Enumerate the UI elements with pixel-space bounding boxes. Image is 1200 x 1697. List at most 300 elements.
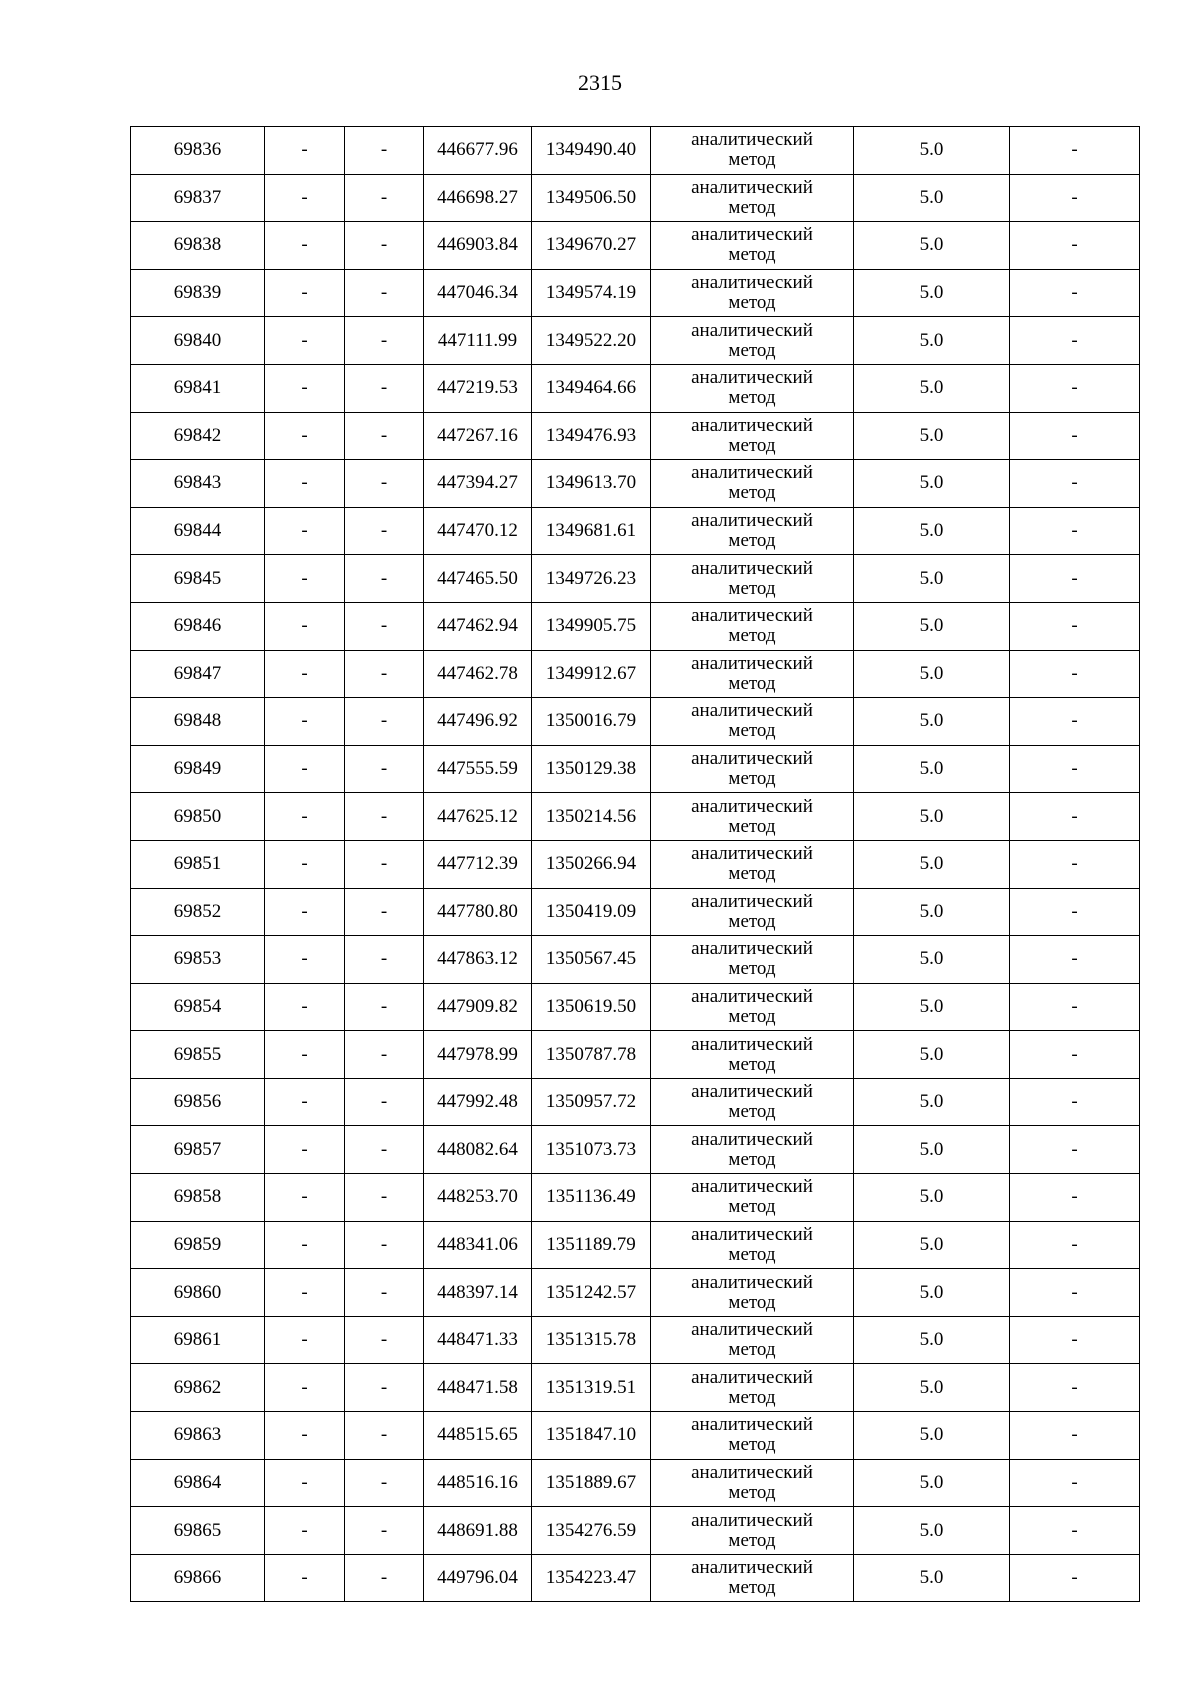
empty-cell: - [265, 222, 345, 270]
x-coordinate-cell: 447625.12 [424, 793, 532, 841]
empty-cell: - [345, 745, 424, 793]
table-row [131, 555, 1140, 603]
empty-cell: - [345, 1412, 424, 1460]
empty-cell: - [1010, 1031, 1140, 1079]
x-coordinate-cell: 447219.53 [424, 364, 532, 412]
accuracy-cell: 5.0 [854, 888, 1010, 936]
empty-cell: - [1010, 507, 1140, 555]
y-coordinate-cell: 1350619.50 [532, 983, 651, 1031]
empty-cell: - [1010, 1126, 1140, 1174]
x-coordinate-cell: 447111.99 [424, 317, 532, 365]
method-label-line2: метод [728, 1434, 776, 1456]
empty-cell: - [265, 698, 345, 746]
accuracy-cell: 5.0 [854, 793, 1010, 841]
method-cell [651, 460, 854, 508]
point-id-cell: 69861 [131, 1316, 265, 1364]
method-label-line1: аналитический [691, 1081, 813, 1103]
method-cell [651, 840, 854, 888]
accuracy-cell: 5.0 [854, 1031, 1010, 1079]
x-coordinate-cell: 447462.78 [424, 650, 532, 698]
method-cell [651, 983, 854, 1031]
method-cell [651, 936, 854, 984]
x-coordinate-cell: 449796.04 [424, 1554, 532, 1602]
table-row [131, 412, 1140, 460]
point-id-cell: 69850 [131, 793, 265, 841]
point-id-cell: 69844 [131, 507, 265, 555]
y-coordinate-cell: 1351189.79 [532, 1221, 651, 1269]
accuracy-cell: 5.0 [854, 555, 1010, 603]
y-coordinate-cell: 1349476.93 [532, 412, 651, 460]
accuracy-cell: 5.0 [854, 1316, 1010, 1364]
empty-cell: - [345, 698, 424, 746]
y-coordinate-cell: 1351847.10 [532, 1412, 651, 1460]
point-id-cell: 69863 [131, 1412, 265, 1460]
table-row [131, 745, 1140, 793]
method-label-line1: аналитический [691, 1223, 813, 1245]
empty-cell: - [1010, 460, 1140, 508]
point-id-cell: 69849 [131, 745, 265, 793]
table-row [131, 1459, 1140, 1507]
empty-cell: - [345, 1507, 424, 1555]
method-cell [651, 269, 854, 317]
x-coordinate-cell: 447046.34 [424, 269, 532, 317]
empty-cell: - [345, 317, 424, 365]
method-label-line2: метод [728, 434, 776, 456]
method-cell [651, 317, 854, 365]
method-cell [651, 1459, 854, 1507]
empty-cell: - [265, 507, 345, 555]
method-label-line1: аналитический [691, 272, 813, 294]
empty-cell: - [345, 936, 424, 984]
method-label-line1: аналитический [691, 224, 813, 246]
empty-cell: - [345, 602, 424, 650]
method-label-line2: метод [728, 530, 776, 552]
method-cell [651, 602, 854, 650]
y-coordinate-cell: 1349464.66 [532, 364, 651, 412]
table-row [131, 888, 1140, 936]
method-label-line1: аналитический [691, 1033, 813, 1055]
method-label-line2: метод [728, 768, 776, 790]
empty-cell: - [345, 127, 424, 175]
method-cell [651, 222, 854, 270]
y-coordinate-cell: 1349574.19 [532, 269, 651, 317]
y-coordinate-cell: 1351242.57 [532, 1269, 651, 1317]
point-id-cell: 69862 [131, 1364, 265, 1412]
method-label-line2: метод [728, 815, 776, 837]
empty-cell: - [1010, 1174, 1140, 1222]
empty-cell: - [1010, 698, 1140, 746]
empty-cell: - [265, 602, 345, 650]
accuracy-cell: 5.0 [854, 412, 1010, 460]
empty-cell: - [1010, 1459, 1140, 1507]
table-row [131, 127, 1140, 175]
table-row [131, 1174, 1140, 1222]
table-row [131, 1554, 1140, 1602]
accuracy-cell: 5.0 [854, 317, 1010, 365]
method-cell [651, 507, 854, 555]
x-coordinate-cell: 447465.50 [424, 555, 532, 603]
x-coordinate-cell: 447909.82 [424, 983, 532, 1031]
y-coordinate-cell: 1350266.94 [532, 840, 651, 888]
table-row [131, 1269, 1140, 1317]
accuracy-cell: 5.0 [854, 1459, 1010, 1507]
method-label-line1: аналитический [691, 1509, 813, 1531]
table-row [131, 698, 1140, 746]
point-id-cell: 69852 [131, 888, 265, 936]
table-row [131, 602, 1140, 650]
empty-cell: - [345, 888, 424, 936]
empty-cell: - [345, 507, 424, 555]
method-label-line1: аналитический [691, 605, 813, 627]
empty-cell: - [265, 1078, 345, 1126]
empty-cell: - [1010, 1078, 1140, 1126]
method-label-line1: аналитический [691, 176, 813, 198]
y-coordinate-cell: 1349912.67 [532, 650, 651, 698]
x-coordinate-cell: 447394.27 [424, 460, 532, 508]
table-row [131, 793, 1140, 841]
accuracy-cell: 5.0 [854, 936, 1010, 984]
method-label-line1: аналитический [691, 462, 813, 484]
x-coordinate-cell: 448341.06 [424, 1221, 532, 1269]
table-row [131, 507, 1140, 555]
x-coordinate-cell: 448082.64 [424, 1126, 532, 1174]
accuracy-cell: 5.0 [854, 364, 1010, 412]
method-cell [651, 1316, 854, 1364]
accuracy-cell: 5.0 [854, 1364, 1010, 1412]
method-label-line2: метод [728, 1339, 776, 1361]
empty-cell: - [265, 936, 345, 984]
method-label-line1: аналитический [691, 1366, 813, 1388]
empty-cell: - [345, 793, 424, 841]
method-label-line1: аналитический [691, 510, 813, 532]
point-id-cell: 69843 [131, 460, 265, 508]
method-label-line1: аналитический [691, 557, 813, 579]
empty-cell: - [345, 1269, 424, 1317]
method-cell [651, 1507, 854, 1555]
empty-cell: - [345, 460, 424, 508]
accuracy-cell: 5.0 [854, 1126, 1010, 1174]
x-coordinate-cell: 448515.65 [424, 1412, 532, 1460]
y-coordinate-cell: 1351889.67 [532, 1459, 651, 1507]
method-cell [651, 1554, 854, 1602]
empty-cell: - [1010, 222, 1140, 270]
empty-cell: - [265, 1412, 345, 1460]
x-coordinate-cell: 447462.94 [424, 602, 532, 650]
method-label-line2: метод [728, 1243, 776, 1265]
empty-cell: - [345, 269, 424, 317]
table-row [131, 269, 1140, 317]
method-cell [651, 1364, 854, 1412]
empty-cell: - [345, 174, 424, 222]
table-row [131, 1412, 1140, 1460]
point-id-cell: 69839 [131, 269, 265, 317]
method-label-line2: метод [728, 1481, 776, 1503]
method-label-line2: метод [728, 1529, 776, 1551]
empty-cell: - [1010, 888, 1140, 936]
method-label-line1: аналитический [691, 367, 813, 389]
method-cell [651, 174, 854, 222]
x-coordinate-cell: 447496.92 [424, 698, 532, 746]
empty-cell: - [265, 555, 345, 603]
method-label-line1: аналитический [691, 652, 813, 674]
empty-cell: - [345, 1221, 424, 1269]
x-coordinate-cell: 447712.39 [424, 840, 532, 888]
method-label-line2: метод [728, 196, 776, 218]
table-row [131, 983, 1140, 1031]
table-row [131, 317, 1140, 365]
method-label-line1: аналитический [691, 938, 813, 960]
coordinates-table [130, 126, 1140, 1602]
table-row [131, 1031, 1140, 1079]
method-label-line1: аналитический [691, 129, 813, 151]
x-coordinate-cell: 448691.88 [424, 1507, 532, 1555]
method-cell [651, 888, 854, 936]
method-label-line2: метод [728, 149, 776, 171]
y-coordinate-cell: 1349670.27 [532, 222, 651, 270]
point-id-cell: 69858 [131, 1174, 265, 1222]
point-id-cell: 69838 [131, 222, 265, 270]
empty-cell: - [265, 1459, 345, 1507]
accuracy-cell: 5.0 [854, 1221, 1010, 1269]
method-cell [651, 650, 854, 698]
method-label-line1: аналитический [691, 1557, 813, 1579]
table-row [131, 1316, 1140, 1364]
point-id-cell: 69864 [131, 1459, 265, 1507]
method-cell [651, 1221, 854, 1269]
empty-cell: - [265, 1221, 345, 1269]
x-coordinate-cell: 446677.96 [424, 127, 532, 175]
empty-cell: - [1010, 793, 1140, 841]
method-label-line1: аналитический [691, 1319, 813, 1341]
table-body [131, 127, 1140, 1602]
accuracy-cell: 5.0 [854, 222, 1010, 270]
y-coordinate-cell: 1349681.61 [532, 507, 651, 555]
point-id-cell: 69840 [131, 317, 265, 365]
point-id-cell: 69841 [131, 364, 265, 412]
method-label-line2: метод [728, 1101, 776, 1123]
empty-cell: - [265, 269, 345, 317]
point-id-cell: 69846 [131, 602, 265, 650]
y-coordinate-cell: 1350567.45 [532, 936, 651, 984]
y-coordinate-cell: 1349490.40 [532, 127, 651, 175]
empty-cell: - [265, 1126, 345, 1174]
empty-cell: - [1010, 602, 1140, 650]
x-coordinate-cell: 447992.48 [424, 1078, 532, 1126]
accuracy-cell: 5.0 [854, 1507, 1010, 1555]
method-label-line2: метод [728, 482, 776, 504]
empty-cell: - [265, 1269, 345, 1317]
method-label-line2: метод [728, 339, 776, 361]
method-label-line1: аналитический [691, 843, 813, 865]
accuracy-cell: 5.0 [854, 983, 1010, 1031]
y-coordinate-cell: 1350129.38 [532, 745, 651, 793]
empty-cell: - [1010, 174, 1140, 222]
method-cell [651, 412, 854, 460]
y-coordinate-cell: 1354223.47 [532, 1554, 651, 1602]
empty-cell: - [265, 364, 345, 412]
x-coordinate-cell: 447780.80 [424, 888, 532, 936]
empty-cell: - [345, 1554, 424, 1602]
empty-cell: - [265, 793, 345, 841]
empty-cell: - [265, 460, 345, 508]
empty-cell: - [265, 1507, 345, 1555]
method-cell [651, 793, 854, 841]
table-row [131, 1507, 1140, 1555]
accuracy-cell: 5.0 [854, 602, 1010, 650]
empty-cell: - [1010, 364, 1140, 412]
point-id-cell: 69855 [131, 1031, 265, 1079]
empty-cell: - [1010, 650, 1140, 698]
y-coordinate-cell: 1350787.78 [532, 1031, 651, 1079]
method-label-line1: аналитический [691, 319, 813, 341]
method-cell [651, 1269, 854, 1317]
x-coordinate-cell: 448471.58 [424, 1364, 532, 1412]
empty-cell: - [1010, 412, 1140, 460]
point-id-cell: 69860 [131, 1269, 265, 1317]
point-id-cell: 69857 [131, 1126, 265, 1174]
point-id-cell: 69837 [131, 174, 265, 222]
empty-cell: - [1010, 1316, 1140, 1364]
method-label-line2: метод [728, 1053, 776, 1075]
empty-cell: - [345, 1364, 424, 1412]
empty-cell: - [345, 364, 424, 412]
empty-cell: - [1010, 1412, 1140, 1460]
point-id-cell: 69842 [131, 412, 265, 460]
empty-cell: - [345, 840, 424, 888]
point-id-cell: 69836 [131, 127, 265, 175]
y-coordinate-cell: 1349726.23 [532, 555, 651, 603]
method-label-line2: метод [728, 910, 776, 932]
empty-cell: - [265, 983, 345, 1031]
x-coordinate-cell: 447863.12 [424, 936, 532, 984]
empty-cell: - [345, 650, 424, 698]
method-cell [651, 127, 854, 175]
empty-cell: - [1010, 127, 1140, 175]
method-label-line1: аналитический [691, 1461, 813, 1483]
empty-cell: - [1010, 269, 1140, 317]
method-label-line2: метод [728, 958, 776, 980]
point-id-cell: 69854 [131, 983, 265, 1031]
empty-cell: - [1010, 555, 1140, 603]
x-coordinate-cell: 448516.16 [424, 1459, 532, 1507]
y-coordinate-cell: 1351136.49 [532, 1174, 651, 1222]
accuracy-cell: 5.0 [854, 127, 1010, 175]
empty-cell: - [1010, 1554, 1140, 1602]
method-cell [651, 1174, 854, 1222]
method-label-line1: аналитический [691, 985, 813, 1007]
point-id-cell: 69848 [131, 698, 265, 746]
empty-cell: - [265, 1554, 345, 1602]
method-label-line1: аналитический [691, 1414, 813, 1436]
page-number: 2315 [578, 70, 622, 95]
x-coordinate-cell: 447555.59 [424, 745, 532, 793]
method-cell [651, 1031, 854, 1079]
y-coordinate-cell: 1349506.50 [532, 174, 651, 222]
method-cell [651, 745, 854, 793]
table-row [131, 364, 1140, 412]
method-cell [651, 555, 854, 603]
method-label-line2: метод [728, 672, 776, 694]
x-coordinate-cell: 446698.27 [424, 174, 532, 222]
method-label-line1: аналитический [691, 414, 813, 436]
accuracy-cell: 5.0 [854, 460, 1010, 508]
method-label-line2: метод [728, 387, 776, 409]
empty-cell: - [1010, 1269, 1140, 1317]
point-id-cell: 69845 [131, 555, 265, 603]
accuracy-cell: 5.0 [854, 174, 1010, 222]
method-cell [651, 698, 854, 746]
empty-cell: - [265, 174, 345, 222]
accuracy-cell: 5.0 [854, 698, 1010, 746]
table-row [131, 650, 1140, 698]
method-label-line2: метод [728, 1005, 776, 1027]
accuracy-cell: 5.0 [854, 1174, 1010, 1222]
table-row [131, 840, 1140, 888]
empty-cell: - [345, 1031, 424, 1079]
y-coordinate-cell: 1349905.75 [532, 602, 651, 650]
table-row [131, 1078, 1140, 1126]
y-coordinate-cell: 1350957.72 [532, 1078, 651, 1126]
y-coordinate-cell: 1349613.70 [532, 460, 651, 508]
method-label-line2: метод [728, 720, 776, 742]
y-coordinate-cell: 1354276.59 [532, 1507, 651, 1555]
table-row [131, 1221, 1140, 1269]
point-id-cell: 69856 [131, 1078, 265, 1126]
x-coordinate-cell: 447470.12 [424, 507, 532, 555]
empty-cell: - [1010, 1507, 1140, 1555]
accuracy-cell: 5.0 [854, 1554, 1010, 1602]
accuracy-cell: 5.0 [854, 840, 1010, 888]
empty-cell: - [1010, 936, 1140, 984]
empty-cell: - [1010, 983, 1140, 1031]
method-label-line2: метод [728, 292, 776, 314]
method-cell [651, 1126, 854, 1174]
method-label-line2: метод [728, 577, 776, 599]
y-coordinate-cell: 1351315.78 [532, 1316, 651, 1364]
method-label-line2: метод [728, 1291, 776, 1313]
y-coordinate-cell: 1351319.51 [532, 1364, 651, 1412]
empty-cell: - [345, 222, 424, 270]
accuracy-cell: 5.0 [854, 745, 1010, 793]
empty-cell: - [265, 1031, 345, 1079]
accuracy-cell: 5.0 [854, 1269, 1010, 1317]
method-cell [651, 364, 854, 412]
table-row [131, 1126, 1140, 1174]
empty-cell: - [265, 745, 345, 793]
empty-cell: - [345, 1126, 424, 1174]
accuracy-cell: 5.0 [854, 1078, 1010, 1126]
y-coordinate-cell: 1349522.20 [532, 317, 651, 365]
empty-cell: - [345, 1459, 424, 1507]
y-coordinate-cell: 1350419.09 [532, 888, 651, 936]
method-label-line2: метод [728, 1577, 776, 1599]
method-label-line1: аналитический [691, 700, 813, 722]
method-label-line2: метод [728, 1196, 776, 1218]
empty-cell: - [345, 1078, 424, 1126]
table-row [131, 174, 1140, 222]
empty-cell: - [265, 888, 345, 936]
point-id-cell: 69853 [131, 936, 265, 984]
empty-cell: - [265, 1364, 345, 1412]
method-label-line1: аналитический [691, 1271, 813, 1293]
x-coordinate-cell: 448397.14 [424, 1269, 532, 1317]
empty-cell: - [1010, 1364, 1140, 1412]
x-coordinate-cell: 447267.16 [424, 412, 532, 460]
accuracy-cell: 5.0 [854, 269, 1010, 317]
empty-cell: - [265, 650, 345, 698]
empty-cell: - [1010, 317, 1140, 365]
x-coordinate-cell: 446903.84 [424, 222, 532, 270]
